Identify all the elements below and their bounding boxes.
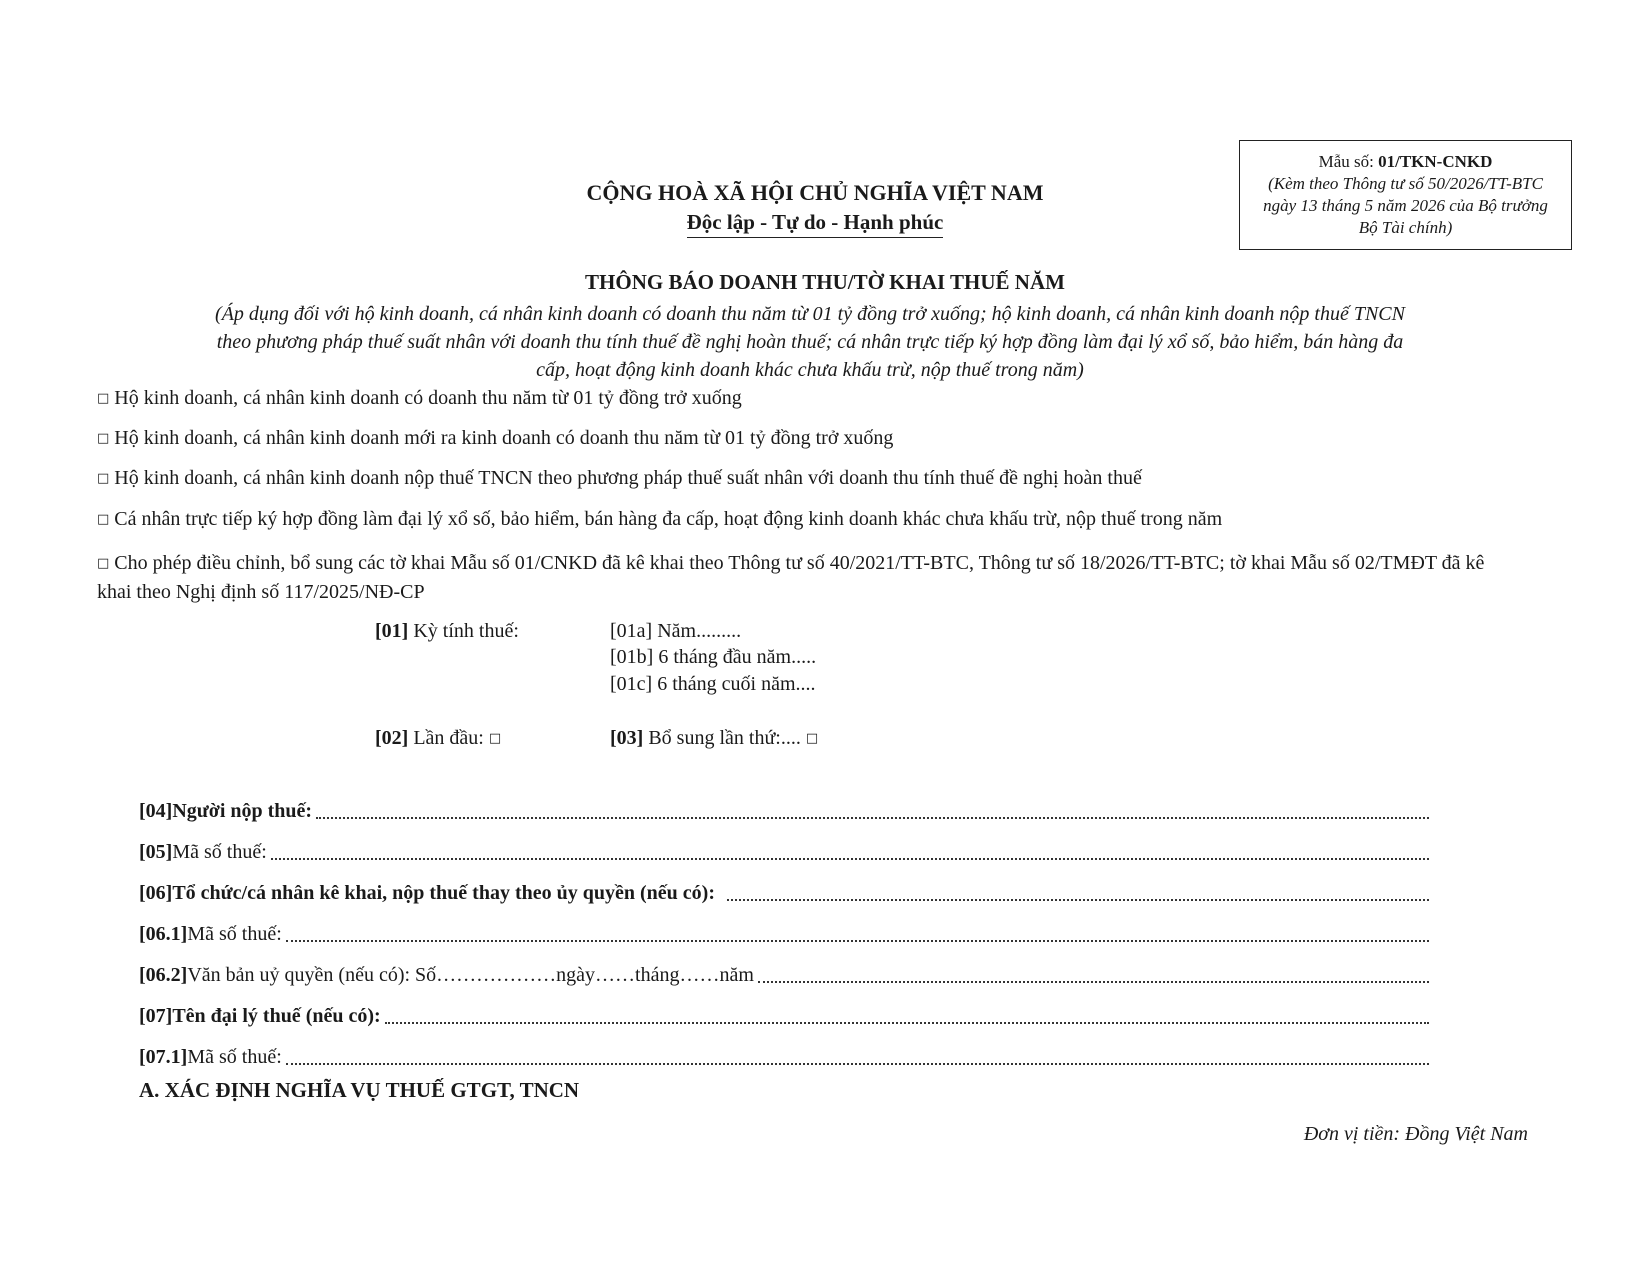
option-label: Cá nhân trực tiếp ký hợp đồng làm đại lý xổ số, bảo hiểm, bán hàng đa cấp, hoạt động kinh doanh khác chưa khấu trừ, nộp thuế trong năm bbox=[114, 508, 1223, 530]
form-number-box bbox=[1239, 140, 1572, 250]
fill-in-line[interactable] bbox=[727, 898, 1429, 901]
field-label: Tên đại lý thuế (nếu có): bbox=[172, 1005, 381, 1027]
subtitle-line: cấp, hoạt động kinh doanh khác chưa khấu trừ, nộp thuế trong năm) bbox=[536, 359, 1084, 381]
authorized-tax-id-field[interactable] bbox=[139, 923, 1429, 946]
field-label: Văn bản uỷ quyền (nếu có): Số………………ngày……tháng……năm bbox=[187, 964, 754, 986]
national-motto bbox=[465, 210, 1165, 235]
option-label: Cho phép điều chỉnh, bổ sung các tờ khai Mẫu số 01/CNKD đã kê khai theo Thông tư số 40/2021/TT-BTC, Thông tư số 18/2026/TT-BTC; tờ khai Mẫu số 02/TMĐT đã kê khai theo Nghị định số 117/2025/NĐ-CP bbox=[97, 552, 1485, 603]
supplement-field[interactable] bbox=[610, 727, 818, 750]
field-label: Người nộp thuế: bbox=[172, 800, 313, 822]
subtitle-line: (Áp dụng đối với hộ kinh doanh, cá nhân kinh doanh có doanh thu năm từ 01 tỷ đồng trở xuống; hộ kinh doanh, cá nhân kinh doanh nộp thuế TNCN bbox=[215, 303, 1405, 325]
period-second-half-option[interactable]: [01c] 6 tháng cuối năm.... bbox=[610, 673, 816, 695]
document-subtitle bbox=[100, 300, 1520, 384]
fill-in-line[interactable] bbox=[286, 1062, 1429, 1065]
field-label: Mã số thuế: bbox=[187, 923, 282, 945]
option-row-1[interactable] bbox=[97, 387, 742, 410]
option-label: Hộ kinh doanh, cá nhân kinh doanh có doanh thu năm từ 01 tỷ đồng trở xuống bbox=[114, 387, 742, 409]
field-code: [06.2] bbox=[139, 964, 188, 986]
tax-id-field[interactable] bbox=[139, 841, 1429, 864]
field-label: Tổ chức/cá nhân kê khai, nộp thuế thay theo ủy quyền (nếu có): bbox=[172, 882, 715, 904]
field-label: Lần đầu: bbox=[408, 727, 489, 749]
tax-agent-id-field[interactable] bbox=[139, 1046, 1429, 1069]
field-code: [05] bbox=[139, 841, 173, 863]
form-code: 01/TKN-CNKD bbox=[1378, 152, 1493, 171]
form-number-line bbox=[1319, 152, 1493, 171]
tax-agent-field[interactable] bbox=[139, 1005, 1429, 1028]
checkbox-icon[interactable]: □ bbox=[488, 731, 502, 746]
field-code: [01] bbox=[375, 620, 409, 642]
subtitle-line: theo phương pháp thuế suất nhân với doanh thu tính thuế đề nghị hoàn thuế; cá nhân trực tiếp ký hợp đồng làm đại lý xổ số, bảo hiểm, bán hàng đa bbox=[216, 331, 1404, 353]
field-code: [06.1] bbox=[139, 923, 188, 945]
checkbox-icon[interactable]: □ bbox=[97, 512, 110, 527]
form-reference-line-2: ngày 13 tháng 5 năm 2026 của Bộ trưởng bbox=[1263, 196, 1548, 215]
fill-in-line[interactable] bbox=[271, 857, 1429, 860]
field-code: [07] bbox=[139, 1005, 173, 1027]
authorization-document-field[interactable] bbox=[139, 964, 1429, 987]
field-code: [06] bbox=[139, 882, 173, 904]
authorized-filer-field[interactable] bbox=[139, 882, 1429, 905]
taxpayer-field[interactable] bbox=[139, 800, 1429, 823]
field-code: [07.1] bbox=[139, 1046, 188, 1068]
field-code: [02] bbox=[375, 727, 409, 749]
option-row-3[interactable] bbox=[97, 467, 1142, 490]
field-label: Bổ sung lần thứ:.... bbox=[643, 727, 806, 749]
first-time-field[interactable] bbox=[375, 727, 501, 750]
checkbox-icon[interactable]: □ bbox=[97, 471, 110, 486]
fill-in-line[interactable] bbox=[286, 939, 1429, 942]
form-reference-line-1: (Kèm theo Thông tư số 50/2026/TT-BTC bbox=[1268, 174, 1543, 193]
option-row-2[interactable] bbox=[97, 427, 893, 450]
option-label: Hộ kinh doanh, cá nhân kinh doanh nộp thuế TNCN theo phương pháp thuế suất nhân với doanh thu tính thuế đề nghị hoàn thuế bbox=[114, 467, 1142, 489]
checkbox-icon[interactable]: □ bbox=[97, 431, 110, 446]
field-label: Kỳ tính thuế: bbox=[408, 620, 519, 642]
form-number-label: Mẫu số: bbox=[1318, 152, 1379, 171]
checkbox-icon[interactable]: □ bbox=[805, 731, 819, 746]
document-title: THÔNG BÁO DOANH THU/TỜ KHAI THUẾ NĂM bbox=[585, 270, 1065, 294]
field-label: Mã số thuế: bbox=[172, 841, 267, 863]
field-code: [04] bbox=[139, 800, 173, 822]
tax-period-label bbox=[375, 620, 519, 643]
section-a-heading: A. XÁC ĐỊNH NGHĨA VỤ THUẾ GTGT, TNCN bbox=[139, 1078, 580, 1102]
field-code: [03] bbox=[610, 727, 644, 749]
option-label: Hộ kinh doanh, cá nhân kinh doanh mới ra kinh doanh có doanh thu năm từ 01 tỷ đồng trở xuống bbox=[114, 427, 894, 449]
checkbox-icon[interactable]: □ bbox=[97, 556, 110, 571]
option-row-5[interactable] bbox=[97, 550, 1517, 605]
period-year-option[interactable]: [01a] Năm......... bbox=[610, 620, 742, 642]
currency-unit-note: Đơn vị tiền: Đồng Việt Nam bbox=[1303, 1123, 1528, 1145]
national-title: CỘNG HOÀ XÃ HỘI CHỦ NGHĨA VIỆT NAM bbox=[586, 180, 1044, 205]
checkbox-icon[interactable]: □ bbox=[97, 391, 110, 406]
fill-in-line[interactable] bbox=[385, 1021, 1429, 1024]
motto-text: Độc lập - Tự do - Hạnh phúc bbox=[687, 210, 944, 238]
option-row-4[interactable] bbox=[97, 508, 1222, 531]
field-label: Mã số thuế: bbox=[187, 1046, 282, 1068]
period-first-half-option[interactable]: [01b] 6 tháng đầu năm..... bbox=[610, 646, 817, 668]
form-reference-line-3: Bộ Tài chính) bbox=[1358, 218, 1453, 237]
fill-in-line[interactable] bbox=[316, 816, 1429, 819]
fill-in-line[interactable] bbox=[758, 980, 1429, 983]
